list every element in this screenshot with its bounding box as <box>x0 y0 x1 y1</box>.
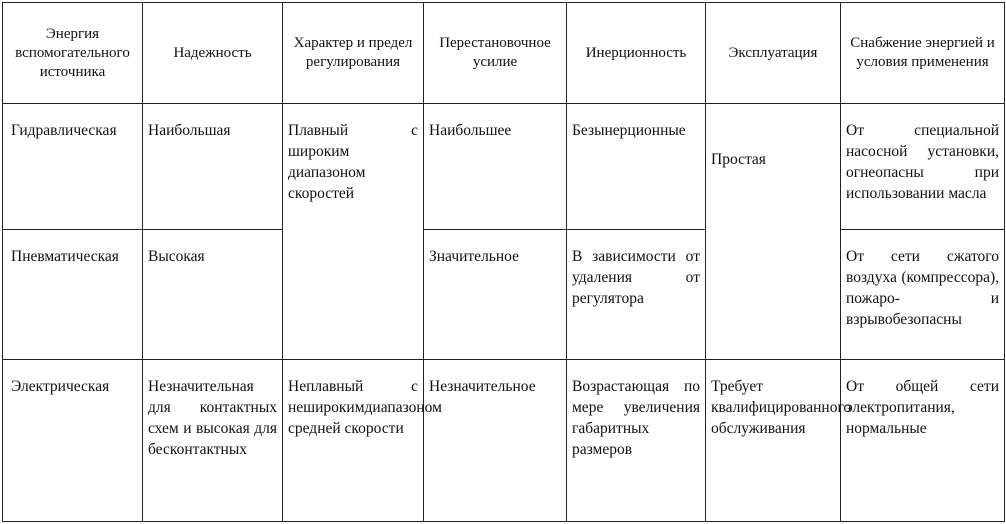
cell-inertia: Возрастающая по мере увеличения габаритных размеров <box>567 360 706 522</box>
cell-force: Наибольшее <box>424 104 567 230</box>
table-row-hydraulic <box>3 104 1005 230</box>
cell-supply: От сети сжатого воздуха (компрессора), пожаро- и взрывобезопасны <box>841 230 1005 360</box>
table-row-pneumatic <box>3 230 1005 360</box>
header-force: Перестановочное усилие <box>424 3 567 104</box>
cell-operation: Простая <box>706 104 841 360</box>
header-operation: Эксплуатация <box>706 3 841 104</box>
cell-operation: Требует квалифицированного обслуживания <box>706 360 841 522</box>
cell-source: Электрическая <box>3 360 143 522</box>
cell-regulation: Неплавный с неширокимдиапазоном средней скорости <box>283 360 424 522</box>
cell-inertia: В зависимости от удаления от регулятора <box>567 230 706 360</box>
header-reliability: Надежность <box>143 3 283 104</box>
cell-regulation: Плавный с широким диапазоном скоростей <box>283 104 424 360</box>
cell-force: Значительное <box>424 230 567 360</box>
cell-supply: От общей сети электропитания, нормальные <box>841 360 1005 522</box>
header-inertia: Инерционность <box>567 3 706 104</box>
cell-reliability: Высокая <box>143 230 283 360</box>
header-row <box>3 3 1005 104</box>
cell-source: Гидравлическая <box>3 104 143 230</box>
cell-force: Незначительное <box>424 360 567 522</box>
header-energy-source: Энергия вспомогательного источника <box>3 3 143 104</box>
cell-reliability: Наибольшая <box>143 104 283 230</box>
comparison-table <box>2 2 1005 522</box>
cell-source: Пневматическая <box>3 230 143 360</box>
cell-supply: От специальной насосной установки, огнеопасны при использовании масла <box>841 104 1005 230</box>
table-row-electric <box>3 360 1005 522</box>
header-supply: Снабжение энергией и условия применения <box>841 3 1005 104</box>
header-regulation: Характер и предел регулирования <box>283 3 424 104</box>
cell-inertia: Безынерционные <box>567 104 706 230</box>
cell-reliability: Незначительная для контактных схем и высокая для бесконтактных <box>143 360 283 522</box>
